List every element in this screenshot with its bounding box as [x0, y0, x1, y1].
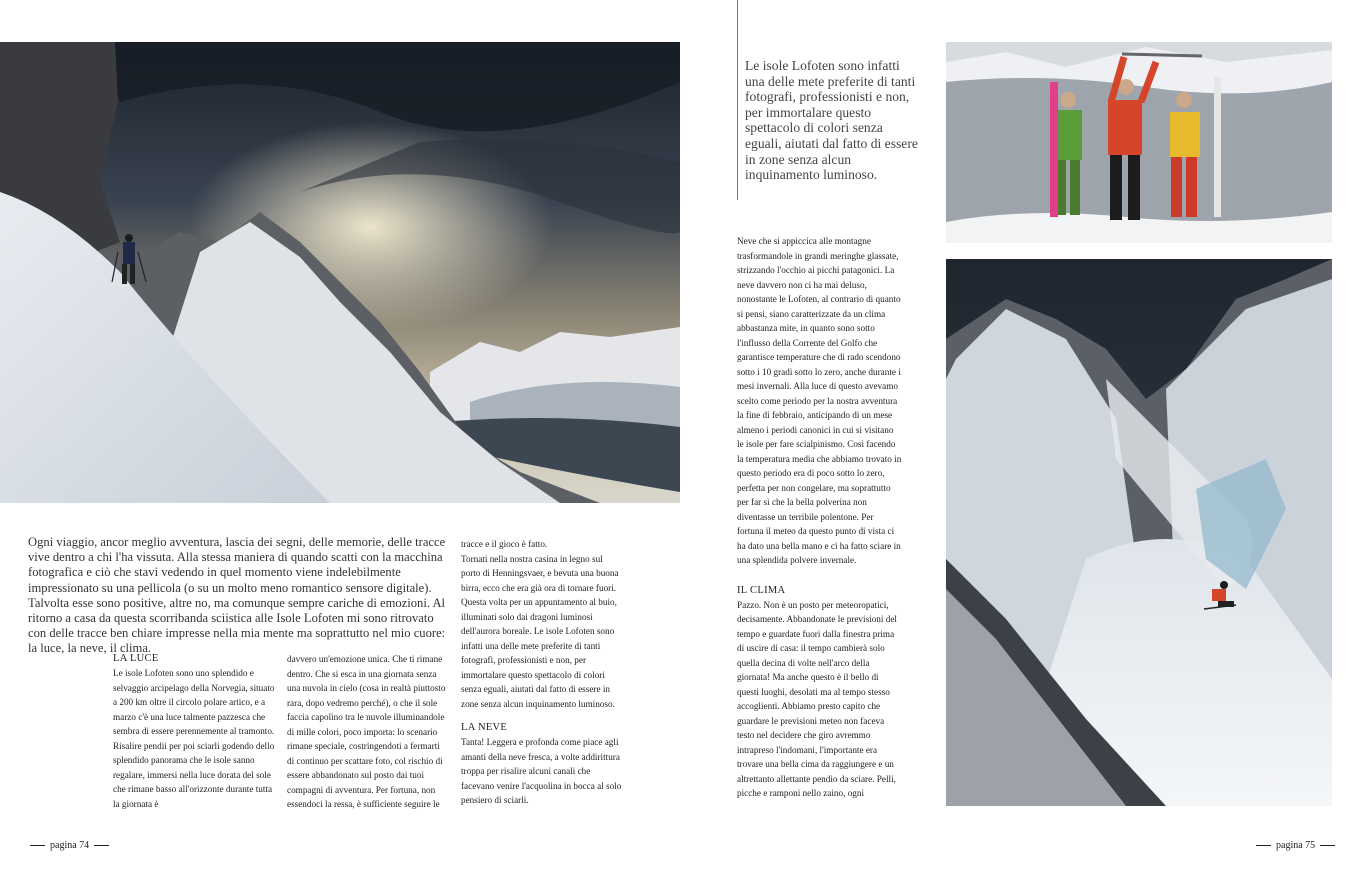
paragraph-aurora: Tornati nella nostra casina in legno sul porto di Henningsvaer, e bevuta una buona birra, ecco che era già ora di tornare fuori. Questa volta per un appuntamento al buio, illuminati solo dai dragoni luminosi dell'aurora boreale. Le isole Lofoten sono infatti una delle mete preferite di tanti fotografi, professionisti e non, per immortalare questo spettacolo di colori senza eguali, aiutati dal fatto di essere in zone senza alcun inquinamento luminoso.: [461, 553, 619, 709]
paragraph-neve-cont: Neve che si appiccica alle montagne trasformandole in grandi meringhe glassate, strizzando l'occhio ai picchi patagonici. La neve davvero non ci ha mai deluso, nonostante le Lofoten, al contrario di quanto si pensi, siano caratterizzate da un clima abbastanza mite, in quanto sono sotto l'influsso della Corrente del Golfo che garantisce temperature che di rado scendono sotto i 10 gradi sotto lo zero, anche durante i mesi invernali. Alla luce di questo avevamo scelto come periodo per la nostra avventura la fine di febbraio, anticipando di un mese almeno i periodi canonici in cui si visitano le isole per fare scialpinismo. Così facendo la temperatura media che abbiamo trovato in questo periodo era di poco sotto lo zero, perfetta per non congelare, ma soprattutto per far sì che la bella polverina non diventasse un terribile polentone. Per fortuna il meteo da questo punto di vista ci ha dato una bella mano e ci ha fatto sciare in una splendida polvere invernale.: [737, 236, 902, 565]
folio-dash: [30, 845, 45, 846]
paragraph-tracce: tracce e il gioco è fatto.: [461, 539, 548, 549]
photo-group-skiers: [946, 42, 1332, 243]
heading-il-clima: IL CLIMA: [737, 584, 786, 596]
paragraph-la-neve: Tanta! Leggera e profonda come piace agli amanti della neve fresca, a volte addirittura troppa per risalire alcuni canali che facevano venire l'acquolina in bocca al solo pensiero di sciarli.: [461, 737, 622, 805]
left-column-1: [113, 652, 275, 811]
heading-la-neve: LA NEVE: [461, 722, 508, 733]
left-column-2: [287, 652, 449, 812]
folio-right-label: pagina 75: [1276, 840, 1316, 851]
pull-quote: Le isole Lofoten sono infatti una delle mete preferite di tanti fotografi, professionisti e non, per immortalare questo spettacolo di colori senza eguali, aiutati dal fatto di essere in zone senza alcun inquinamento luminoso.: [745, 58, 918, 183]
folio-dash: [94, 845, 109, 846]
folio-left: [30, 840, 109, 851]
folio-left-label: pagina 74: [50, 840, 90, 851]
paragraph-il-clima: Pazzo. Non è un posto per meteoropatici, decisamente. Abbandonate le previsioni del tempo e guardate fuori dalla finestra prima di uscire di casa: il tempo cambierà solo quella decina di volte nell'arco della giornata! Ma anche questo è il bello di questi luoghi, desolati ma al tempo stesso accoglienti. Abbiamo presto capito che guardare le previsioni meteo non faceva testo nel decidere che giro avremmo intrapreso l'indomani, l'importante era trovare una bella cima da raggiungere e un altrettanto allettante pendio da sciare. Pelli, picche e ramponi nello zaino, ogni: [737, 599, 897, 798]
photo-skier-couloir: [946, 259, 1332, 806]
paragraph-la-luce-cont: davvero un'emozione unica. Che ti rimane dentro. Che si esca in una giornata senza una nuvola in cielo (cosa in realtà piuttosto rara, dopo vedremo perché), o che il sole faccia capolino tra le nuvole illuminandole di mille colori, poco importa: lo scenario rimane speciale, costringendoti a fermarti di continuo per scattare foto, col rischio di essere abbandonato sul posto dai tuoi compagni di avventura. Per fortuna, non essendoci la ressa, è sufficiente seguire le: [287, 654, 446, 809]
heading-la-luce: LA LUCE: [113, 653, 159, 664]
paragraph-la-luce: Le isole Lofoten sono uno splendido e selvaggio arcipelago della Norvegia, situato a 200 km oltre il circolo polare artico, e a marzo c'è una luce talmente pazzesca che sembra di essere perennemente al tramonto. Risalire pendii per poi sciarli godendo dello splendido panorama che le isole sanno regalare, immersi nella luce dorata del sole che rimane basso all'orizzonte durante tutta la giornata è: [113, 668, 275, 809]
folio-dash: [1320, 845, 1335, 846]
right-column-1: [737, 234, 902, 801]
pull-quote-rule: [737, 0, 738, 200]
left-column-3: [461, 537, 623, 808]
folio-right: [1256, 840, 1335, 851]
intro-paragraph: Ogni viaggio, ancor meglio avventura, lascia dei segni, delle memorie, delle tracce vive dentro a chi l'ha vissuta. Alla stessa maniera di quando scatti con la macchina fotografica e ciò che stavi vedendo in quel momento viene indelebilmente impressionato su una pellicola (o su un molto meno romantico sensore digitale). Talvolta esse sono positive, altre no, ma comunque sempre cariche di emozioni. Al ritorno a casa da questa scorribanda sciistica alle Isole Lofoten mi sono ritrovato con delle tracce ben chiare impresse nella mia mente ma soprattutto nel mio cuore: la luce, la neve, il clima.: [28, 535, 446, 656]
photo-skier-ascent: [0, 42, 680, 503]
folio-dash: [1256, 845, 1271, 846]
